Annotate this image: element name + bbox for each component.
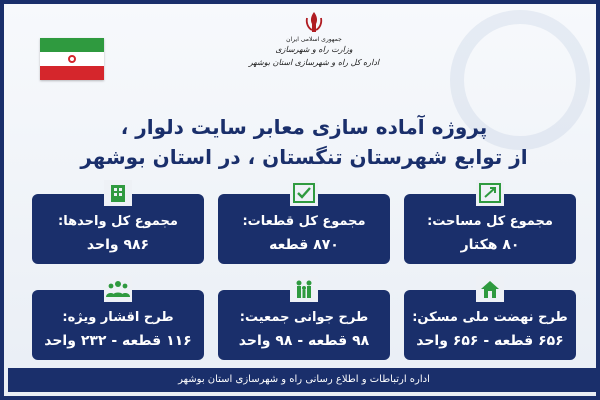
title-line-2: از توابع شهرستان تنگستان ، در استان بوشهر (80, 145, 528, 169)
card-value: ۸۷۰ قطعه (269, 237, 339, 253)
card-total-plots (218, 194, 390, 264)
title-line-1: پروژه آماده سازی معابر سایت دلوار ، (120, 115, 488, 139)
ministry-header (234, 10, 394, 67)
card-label: مجموع کل واحدها: (58, 214, 178, 229)
family-icon (290, 276, 318, 302)
card-label: مجموع کل قطعات: (242, 214, 366, 229)
header-line-2: وزارت راه و شهرسازی (275, 45, 353, 54)
card-label: طرح جوانی جمعیت: (239, 310, 369, 325)
header-line-3: اداره کل راه و شهرسازی استان بوشهر (248, 58, 380, 67)
card-special-groups (32, 290, 204, 360)
card-national-housing (404, 290, 576, 360)
footer-bar (8, 368, 600, 392)
card-label: طرح نهضت ملی مسکن: (412, 310, 568, 325)
card-value: ۹۸۶ واحد (86, 237, 150, 253)
card-value: ۸۰ هکتار (460, 237, 520, 253)
group-icon (104, 276, 132, 302)
card-value: ۱۱۶ قطعه - ۲۳۲ واحد (44, 333, 192, 349)
page-title (64, 112, 544, 172)
card-total-area (404, 194, 576, 264)
card-value: ۶۵۶ قطعه - ۶۵۶ واحد (416, 333, 564, 349)
header-line-1: جمهوری اسلامی ایران (286, 36, 342, 43)
iran-emblem-icon (303, 10, 325, 34)
card-youth-population (218, 290, 390, 360)
expand-icon (476, 180, 504, 206)
card-total-units (32, 194, 204, 264)
iran-flag (40, 38, 104, 80)
building-icon (104, 180, 132, 206)
card-value: ۹۸ قطعه - ۹۸ واحد (238, 333, 370, 349)
footer-text: اداره ارتباطات و اطلاع رسانی راه و شهرسازی استان بوشهر (178, 374, 430, 385)
card-label: طرح اقشار ویژه: (62, 310, 174, 325)
checkbox-icon (290, 180, 318, 206)
house-icon (476, 276, 504, 302)
card-label: مجموع کل مساحت: (427, 214, 553, 229)
